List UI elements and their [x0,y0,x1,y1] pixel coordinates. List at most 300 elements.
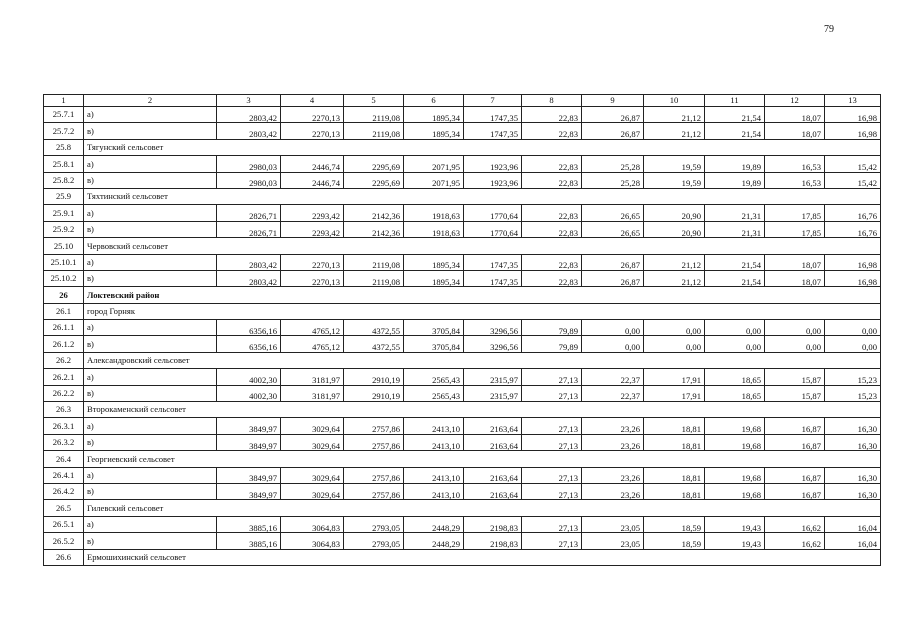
section-row [44,451,881,467]
value-cell: 16,53 [765,172,825,188]
value-cell: 19,89 [705,172,765,188]
value-cell: 21,12 [644,123,705,139]
value-cell: 21,31 [705,205,765,221]
table-row [44,270,881,286]
value-cell: 4765,12 [281,320,344,336]
value-cell: 3029,64 [281,434,344,450]
value-cell: 1747,35 [464,254,522,270]
value-cell: 2270,13 [281,270,344,286]
value-cell: 3064,83 [281,533,344,549]
value-cell: 19,43 [705,516,765,532]
value-cell: 23,26 [582,418,644,434]
table-row [44,533,881,549]
value-cell: 1918,63 [404,205,464,221]
value-cell: 22,83 [522,221,582,237]
value-cell: 1895,34 [404,254,464,270]
section-row [44,303,881,319]
value-cell: 2293,42 [281,205,344,221]
value-cell: 19,59 [644,156,705,172]
value-cell: 2565,43 [404,369,464,385]
table-row [44,205,881,221]
value-cell: 2119,08 [344,270,404,286]
value-cell: 1747,35 [464,107,522,123]
value-cell: 3849,97 [217,467,281,483]
value-cell: 27,13 [522,418,582,434]
row-variant: а) [84,254,217,270]
value-cell: 16,30 [825,483,881,499]
value-cell: 26,65 [582,221,644,237]
value-cell: 21,54 [705,123,765,139]
value-cell: 16,30 [825,434,881,450]
value-cell: 23,05 [582,516,644,532]
district-row [44,287,881,303]
row-code: 26.4 [44,451,84,467]
value-cell: 3849,97 [217,434,281,450]
row-code: 26.3.2 [44,434,84,450]
value-cell: 79,89 [522,320,582,336]
value-cell: 2119,08 [344,123,404,139]
tariff-table [43,94,881,566]
value-cell: 27,13 [522,516,582,532]
section-row [44,549,881,565]
value-cell: 23,26 [582,483,644,499]
section-row [44,402,881,418]
value-cell: 6356,16 [217,336,281,352]
table-row [44,336,881,352]
value-cell: 21,12 [644,270,705,286]
value-cell: 18,81 [644,434,705,450]
district-title: Локтевский район [84,287,881,303]
value-cell: 2803,42 [217,270,281,286]
row-variant: в) [84,270,217,286]
value-cell: 2757,86 [344,418,404,434]
value-cell: 0,00 [825,320,881,336]
value-cell: 2413,10 [404,434,464,450]
value-cell: 3705,84 [404,336,464,352]
row-variant: а) [84,107,217,123]
row-variant: в) [84,336,217,352]
value-cell: 2119,08 [344,254,404,270]
value-cell: 18,65 [705,385,765,401]
value-cell: 0,00 [825,336,881,352]
section-title: Второкаменский сельсовет [84,402,881,418]
value-cell: 22,83 [522,172,582,188]
value-cell: 2413,10 [404,467,464,483]
value-cell: 19,43 [705,533,765,549]
value-cell: 17,85 [765,205,825,221]
value-cell: 18,81 [644,483,705,499]
value-cell: 0,00 [765,320,825,336]
table-row [44,385,881,401]
value-cell: 79,89 [522,336,582,352]
value-cell: 0,00 [705,336,765,352]
value-cell: 16,98 [825,107,881,123]
value-cell: 2163,64 [464,434,522,450]
section-row [44,500,881,516]
value-cell: 16,98 [825,123,881,139]
row-code: 26.5 [44,500,84,516]
section-title: Георгиевский сельсовет [84,451,881,467]
value-cell: 2803,42 [217,254,281,270]
value-cell: 16,87 [765,418,825,434]
row-variant: а) [84,156,217,172]
value-cell: 3181,97 [281,385,344,401]
value-cell: 0,00 [582,336,644,352]
row-code: 26.1.2 [44,336,84,352]
row-variant: а) [84,320,217,336]
value-cell: 16,87 [765,467,825,483]
value-cell: 17,85 [765,221,825,237]
column-header: 1 [44,95,84,107]
row-variant: в) [84,385,217,401]
value-cell: 18,81 [644,418,705,434]
value-cell: 3064,83 [281,516,344,532]
value-cell: 0,00 [765,336,825,352]
row-variant: а) [84,369,217,385]
table-row [44,221,881,237]
value-cell: 2446,74 [281,156,344,172]
value-cell: 26,87 [582,270,644,286]
value-cell: 22,83 [522,254,582,270]
row-code: 25.9.2 [44,221,84,237]
column-header: 2 [84,95,217,107]
row-code: 25.7.1 [44,107,84,123]
value-cell: 2163,64 [464,483,522,499]
value-cell: 2295,69 [344,156,404,172]
value-cell: 2757,86 [344,434,404,450]
value-cell: 2793,05 [344,533,404,549]
table-row [44,156,881,172]
value-cell: 0,00 [582,320,644,336]
row-variant: а) [84,516,217,532]
table-row [44,467,881,483]
row-code: 25.10 [44,238,84,254]
value-cell: 2565,43 [404,385,464,401]
value-cell: 18,07 [765,270,825,286]
value-cell: 16,98 [825,270,881,286]
column-header: 6 [404,95,464,107]
value-cell: 3296,56 [464,320,522,336]
value-cell: 26,87 [582,123,644,139]
value-cell: 4765,12 [281,336,344,352]
value-cell: 0,00 [705,320,765,336]
value-cell: 2793,05 [344,516,404,532]
value-cell: 22,83 [522,156,582,172]
value-cell: 18,07 [765,254,825,270]
section-title: Тяхтинский сельсовет [84,188,881,204]
value-cell: 18,65 [705,369,765,385]
table-header [44,95,881,107]
value-cell: 22,37 [582,369,644,385]
row-code: 26.6 [44,549,84,565]
row-code: 26.5.2 [44,533,84,549]
value-cell: 23,26 [582,467,644,483]
value-cell: 22,83 [522,270,582,286]
table-row [44,172,881,188]
table-body [44,107,881,566]
value-cell: 15,23 [825,369,881,385]
value-cell: 2446,74 [281,172,344,188]
value-cell: 2270,13 [281,107,344,123]
value-cell: 16,04 [825,516,881,532]
column-header: 7 [464,95,522,107]
value-cell: 16,62 [765,516,825,532]
table-row [44,434,881,450]
row-code: 26.4.2 [44,483,84,499]
value-cell: 17,91 [644,369,705,385]
section-title: Гилевский сельсовет [84,500,881,516]
value-cell: 22,83 [522,205,582,221]
row-code: 25.10.1 [44,254,84,270]
column-header: 11 [705,95,765,107]
value-cell: 15,42 [825,172,881,188]
value-cell: 2448,29 [404,533,464,549]
column-header: 12 [765,95,825,107]
value-cell: 21,12 [644,254,705,270]
section-row [44,238,881,254]
value-cell: 2163,64 [464,418,522,434]
section-row [44,352,881,368]
value-cell: 15,87 [765,369,825,385]
value-cell: 21,54 [705,270,765,286]
value-cell: 21,54 [705,254,765,270]
value-cell: 3029,64 [281,467,344,483]
value-cell: 2270,13 [281,254,344,270]
value-cell: 16,53 [765,156,825,172]
value-cell: 2803,42 [217,123,281,139]
value-cell: 16,87 [765,434,825,450]
value-cell: 2803,42 [217,107,281,123]
row-code: 26.2.2 [44,385,84,401]
value-cell: 0,00 [644,320,705,336]
section-title: Александровский сельсовет [84,352,881,368]
table-row [44,254,881,270]
value-cell: 6356,16 [217,320,281,336]
row-code: 25.9 [44,188,84,204]
value-cell: 18,81 [644,467,705,483]
value-cell: 1895,34 [404,107,464,123]
value-cell: 26,87 [582,107,644,123]
value-cell: 1923,96 [464,172,522,188]
row-variant: а) [84,467,217,483]
header-row [44,95,881,107]
value-cell: 2315,97 [464,385,522,401]
value-cell: 2071,95 [404,172,464,188]
row-variant: в) [84,123,217,139]
value-cell: 2448,29 [404,516,464,532]
value-cell: 2413,10 [404,418,464,434]
row-code: 26.3.1 [44,418,84,434]
value-cell: 26,65 [582,205,644,221]
column-header: 3 [217,95,281,107]
value-cell: 22,83 [522,123,582,139]
value-cell: 16,87 [765,483,825,499]
row-code: 25.10.2 [44,270,84,286]
value-cell: 27,13 [522,369,582,385]
value-cell: 1770,64 [464,221,522,237]
row-variant: в) [84,483,217,499]
value-cell: 2198,83 [464,533,522,549]
table-row [44,516,881,532]
value-cell: 2293,42 [281,221,344,237]
table-row [44,483,881,499]
value-cell: 3885,16 [217,516,281,532]
value-cell: 4372,55 [344,320,404,336]
table-row [44,107,881,123]
value-cell: 1747,35 [464,270,522,286]
section-row [44,139,881,155]
value-cell: 1747,35 [464,123,522,139]
value-cell: 27,13 [522,533,582,549]
value-cell: 15,42 [825,156,881,172]
value-cell: 27,13 [522,467,582,483]
value-cell: 22,83 [522,107,582,123]
row-code: 26 [44,287,84,303]
row-code: 26.3 [44,402,84,418]
value-cell: 19,89 [705,156,765,172]
row-code: 25.9.1 [44,205,84,221]
value-cell: 2142,36 [344,205,404,221]
row-code: 26.5.1 [44,516,84,532]
value-cell: 2826,71 [217,221,281,237]
value-cell: 27,13 [522,483,582,499]
value-cell: 21,54 [705,107,765,123]
row-variant: а) [84,205,217,221]
row-variant: в) [84,434,217,450]
column-header: 13 [825,95,881,107]
value-cell: 18,07 [765,107,825,123]
value-cell: 15,23 [825,385,881,401]
value-cell: 2757,86 [344,467,404,483]
value-cell: 1770,64 [464,205,522,221]
value-cell: 0,00 [644,336,705,352]
value-cell: 2270,13 [281,123,344,139]
value-cell: 16,98 [825,254,881,270]
value-cell: 1918,63 [404,221,464,237]
value-cell: 25,28 [582,172,644,188]
row-code: 25.7.2 [44,123,84,139]
section-title: Ермошихинский сельсовет [84,549,881,565]
value-cell: 2315,97 [464,369,522,385]
value-cell: 2295,69 [344,172,404,188]
value-cell: 27,13 [522,385,582,401]
value-cell: 3029,64 [281,483,344,499]
table-row [44,369,881,385]
value-cell: 16,04 [825,533,881,549]
value-cell: 2980,03 [217,156,281,172]
value-cell: 19,68 [705,467,765,483]
value-cell: 21,31 [705,221,765,237]
section-title: город Горняк [84,303,881,319]
value-cell: 2198,83 [464,516,522,532]
value-cell: 3705,84 [404,320,464,336]
value-cell: 21,12 [644,107,705,123]
value-cell: 27,13 [522,434,582,450]
value-cell: 3181,97 [281,369,344,385]
value-cell: 3849,97 [217,483,281,499]
row-code: 26.2 [44,352,84,368]
value-cell: 1895,34 [404,270,464,286]
value-cell: 20,90 [644,221,705,237]
section-title: Червовский сельсовет [84,238,881,254]
value-cell: 4372,55 [344,336,404,352]
row-variant: в) [84,533,217,549]
value-cell: 23,26 [582,434,644,450]
value-cell: 19,59 [644,172,705,188]
value-cell: 19,68 [705,418,765,434]
value-cell: 2826,71 [217,205,281,221]
row-code: 26.1 [44,303,84,319]
row-code: 25.8.2 [44,172,84,188]
value-cell: 3296,56 [464,336,522,352]
table-row [44,418,881,434]
column-header: 9 [582,95,644,107]
row-variant: а) [84,418,217,434]
row-code: 25.8 [44,139,84,155]
column-header: 5 [344,95,404,107]
value-cell: 26,87 [582,254,644,270]
value-cell: 23,05 [582,533,644,549]
value-cell: 16,30 [825,467,881,483]
value-cell: 17,91 [644,385,705,401]
row-code: 25.8.1 [44,156,84,172]
value-cell: 22,37 [582,385,644,401]
value-cell: 20,90 [644,205,705,221]
table-row [44,320,881,336]
value-cell: 2163,64 [464,467,522,483]
value-cell: 4002,30 [217,385,281,401]
section-title: Тягунский сельсовет [84,139,881,155]
value-cell: 18,07 [765,123,825,139]
page-number: 79 [824,24,834,35]
section-row [44,188,881,204]
column-header: 10 [644,95,705,107]
value-cell: 4002,30 [217,369,281,385]
value-cell: 16,30 [825,418,881,434]
value-cell: 16,62 [765,533,825,549]
value-cell: 15,87 [765,385,825,401]
value-cell: 2910,19 [344,369,404,385]
table-row [44,123,881,139]
value-cell: 2142,36 [344,221,404,237]
row-variant: в) [84,172,217,188]
value-cell: 1923,96 [464,156,522,172]
value-cell: 2980,03 [217,172,281,188]
value-cell: 16,76 [825,221,881,237]
value-cell: 25,28 [582,156,644,172]
value-cell: 1895,34 [404,123,464,139]
value-cell: 19,68 [705,434,765,450]
value-cell: 18,59 [644,516,705,532]
value-cell: 2757,86 [344,483,404,499]
value-cell: 18,59 [644,533,705,549]
value-cell: 19,68 [705,483,765,499]
value-cell: 2071,95 [404,156,464,172]
value-cell: 3849,97 [217,418,281,434]
value-cell: 2119,08 [344,107,404,123]
value-cell: 3885,16 [217,533,281,549]
value-cell: 2910,19 [344,385,404,401]
value-cell: 16,76 [825,205,881,221]
row-code: 26.1.1 [44,320,84,336]
column-header: 4 [281,95,344,107]
row-variant: в) [84,221,217,237]
value-cell: 2413,10 [404,483,464,499]
row-code: 26.2.1 [44,369,84,385]
row-code: 26.4.1 [44,467,84,483]
column-header: 8 [522,95,582,107]
value-cell: 3029,64 [281,418,344,434]
